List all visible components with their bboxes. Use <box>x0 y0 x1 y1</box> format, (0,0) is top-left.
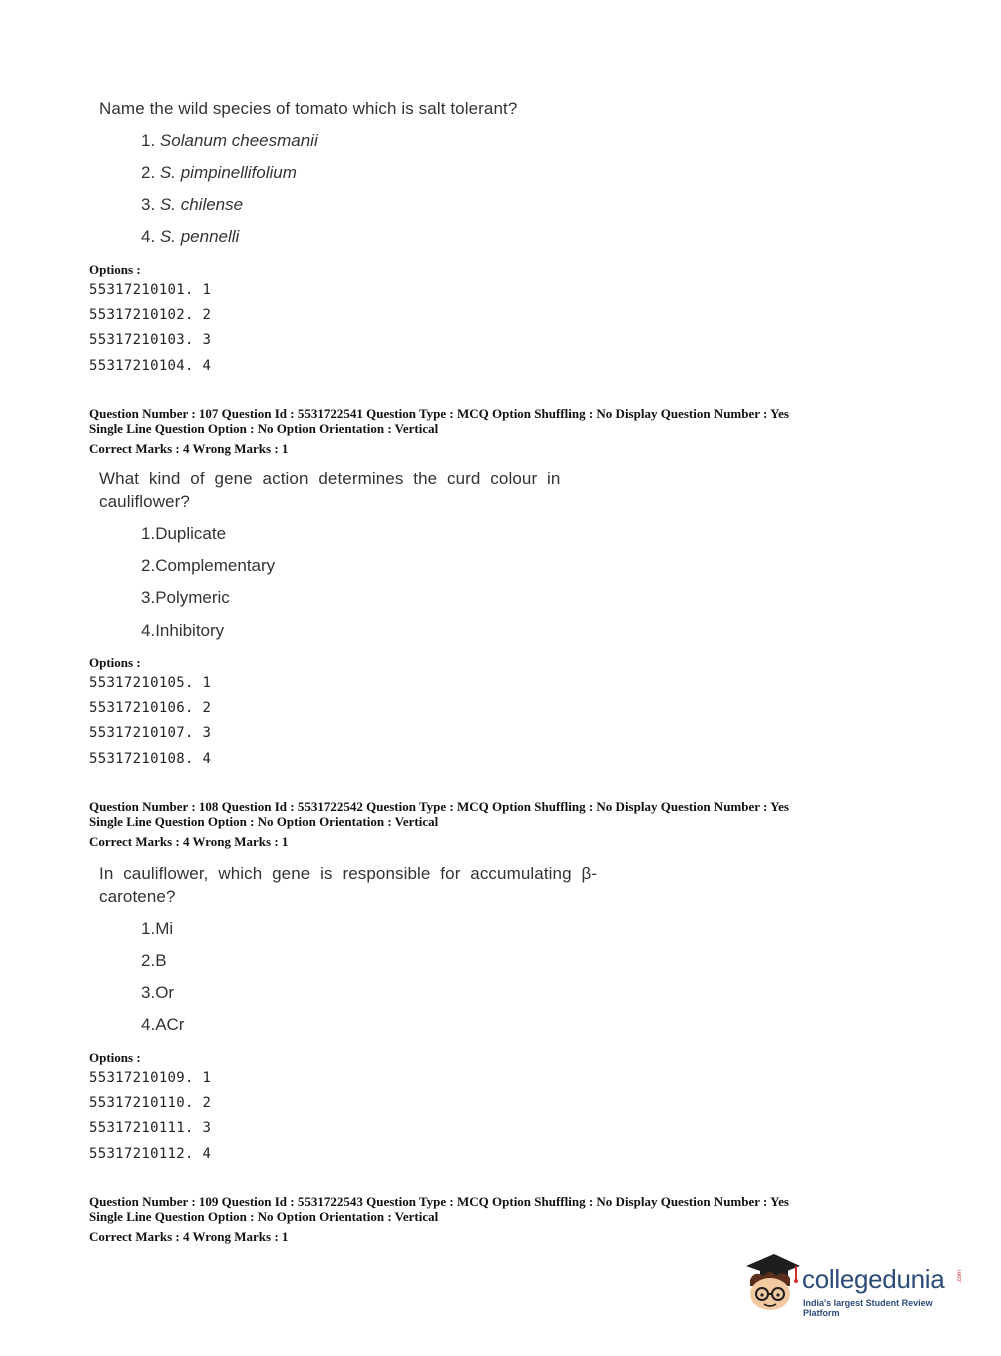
question-marks: Correct Marks : 4 Wrong Marks : 1 <box>89 441 289 456</box>
option-text: Complementary <box>155 556 276 575</box>
option-code: 55317210107. 3 <box>89 725 212 741</box>
option-number: 4. <box>141 1015 156 1034</box>
option-number: 3. <box>141 195 156 214</box>
option-number: 3. <box>141 983 156 1002</box>
option-107-3 <box>141 588 230 608</box>
option-code: 55317210108. 4 <box>89 751 212 767</box>
option-106-2 <box>141 163 297 183</box>
option-text: Solanum cheesmanii <box>159 131 318 150</box>
option-code: 55317210111. 3 <box>89 1120 212 1136</box>
question-text-108-line2: carotene? <box>99 887 176 906</box>
option-text: Duplicate <box>155 524 227 543</box>
option-106-4 <box>141 227 239 247</box>
option-number: 4. <box>141 621 156 640</box>
logo-domain: .com <box>957 1270 963 1284</box>
question-text-107-line1: What kind of gene action determines the curd colour in <box>99 469 561 488</box>
options-label: Options : <box>89 262 141 277</box>
option-108-2 <box>141 951 167 971</box>
option-108-1 <box>141 919 173 939</box>
option-code: 55317210101. 1 <box>89 282 212 298</box>
option-code: 55317210105. 1 <box>89 675 212 691</box>
question-marks: Correct Marks : 4 Wrong Marks : 1 <box>89 1229 289 1244</box>
option-code: 55317210104. 4 <box>89 358 212 374</box>
option-text: ACr <box>155 1015 185 1034</box>
question-meta: Question Number : 108 Question Id : 5531722542 Question Type : MCQ Option Shuffling : No Display Question Number : Yes <box>89 799 789 814</box>
option-text: B <box>155 951 167 970</box>
option-number: 1. <box>141 131 156 150</box>
option-number: 1. <box>141 524 156 543</box>
student-mascot-icon <box>740 1250 802 1318</box>
option-code: 55317210106. 2 <box>89 700 212 716</box>
option-107-2 <box>141 556 275 576</box>
option-text: S. pimpinellifolium <box>159 163 297 182</box>
option-text: S. pennelli <box>159 227 240 246</box>
option-text: S. chilense <box>159 195 244 214</box>
question-meta: Question Number : 107 Question Id : 5531722541 Question Type : MCQ Option Shuffling : No Display Question Number : Yes <box>89 406 789 421</box>
options-label: Options : <box>89 1050 141 1065</box>
option-107-1 <box>141 524 226 544</box>
option-code: 55317210103. 3 <box>89 332 212 348</box>
option-number: 2. <box>141 556 156 575</box>
question-meta: Question Number : 109 Question Id : 5531722543 Question Type : MCQ Option Shuffling : No Display Question Number : Yes <box>89 1194 789 1209</box>
option-text: Inhibitory <box>155 621 225 640</box>
option-number: 1. <box>141 919 156 938</box>
question-meta-option: Single Line Question Option : No Option Orientation : Vertical <box>89 1209 439 1224</box>
option-107-4 <box>141 621 224 641</box>
option-code: 55317210112. 4 <box>89 1146 212 1162</box>
option-106-1 <box>141 131 318 151</box>
question-meta-option: Single Line Question Option : No Option Orientation : Vertical <box>89 814 439 829</box>
option-code: 55317210102. 2 <box>89 307 212 323</box>
option-code: 55317210109. 1 <box>89 1070 212 1086</box>
question-meta-option: Single Line Question Option : No Option Orientation : Vertical <box>89 421 439 436</box>
question-text-108-line1: In cauliflower, which gene is responsible for accumulating β- <box>99 864 598 883</box>
question-text-106: Name the wild species of tomato which is salt tolerant? <box>99 99 518 118</box>
option-number: 2. <box>141 951 156 970</box>
options-label: Options : <box>89 655 141 670</box>
option-108-4 <box>141 1015 184 1035</box>
question-marks: Correct Marks : 4 Wrong Marks : 1 <box>89 834 289 849</box>
option-text: Or <box>155 983 175 1002</box>
option-number: 3. <box>141 588 156 607</box>
logo-tagline: India's largest Student Review Platform <box>803 1298 933 1318</box>
question-text-107-line2: cauliflower? <box>99 492 190 511</box>
option-code: 55317210110. 2 <box>89 1095 212 1111</box>
option-108-3 <box>141 983 174 1003</box>
option-number: 2. <box>141 163 156 182</box>
option-106-3 <box>141 195 243 215</box>
option-text: Mi <box>155 919 174 938</box>
option-number: 4. <box>141 227 156 246</box>
collegedunia-logo[interactable] <box>740 1250 970 1320</box>
logo-wordmark: collegedunia <box>802 1264 945 1294</box>
option-text: Polymeric <box>155 588 230 607</box>
